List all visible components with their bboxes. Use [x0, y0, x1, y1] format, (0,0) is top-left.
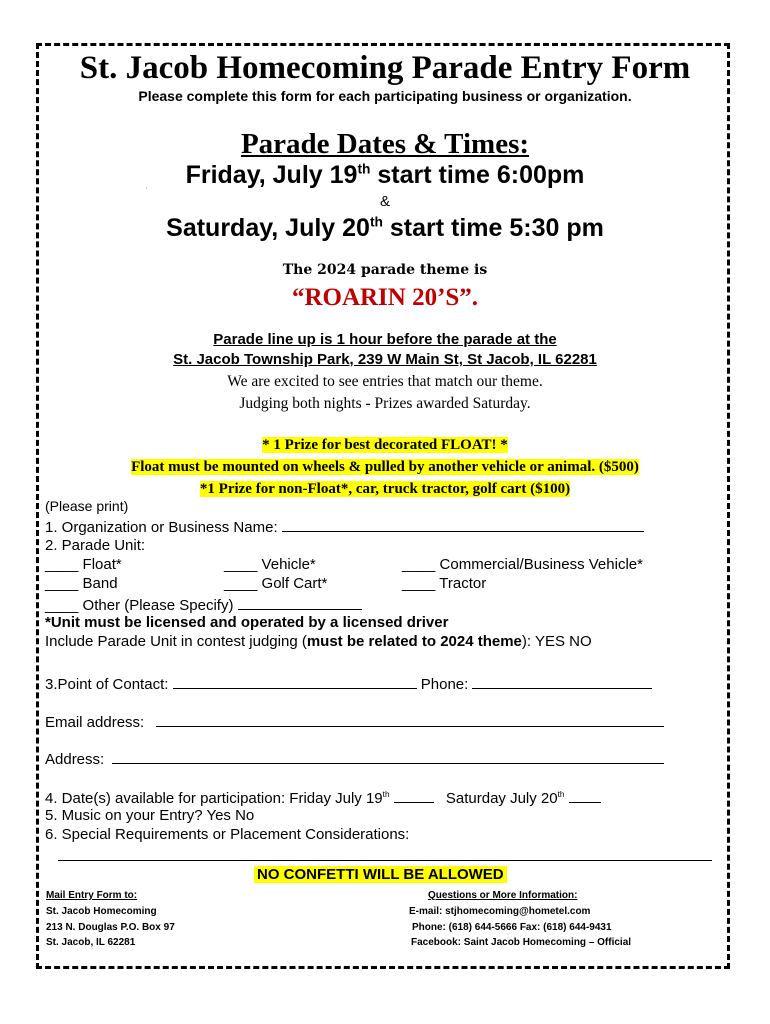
stray-mark: '	[146, 188, 148, 194]
friday-availability-field[interactable]	[394, 788, 434, 803]
questions-title: Questions or More Information:	[428, 890, 578, 901]
unit-vehicle[interactable]: ____ Vehicle*	[224, 556, 316, 573]
saturday-availability-field[interactable]	[569, 788, 601, 803]
prize-nonfloat-line: *1 Prize for non-Float*, car, truck tractor, golf cart ($100)	[199, 481, 571, 497]
email-row	[45, 712, 664, 731]
org-name-label: 1. Organization or Business Name:	[45, 519, 278, 536]
unit-other[interactable]: ____ Other (Please Specify)	[45, 595, 362, 614]
please-print: (Please print)	[45, 498, 129, 514]
judging-text: Judging both nights - Prizes awarded Saturday.	[239, 395, 531, 412]
prize-float-line: * 1 Prize for best decorated FLOAT! *	[262, 437, 508, 453]
licensed-note: *Unit must be licensed and operated by a licensed driver	[45, 614, 449, 631]
parade-dates-heading: Parade Dates & Times:	[240, 128, 530, 160]
contact-facebook[interactable]: Facebook: Saint Jacob Homecoming – Official	[411, 937, 632, 948]
special-requirements-label: 6. Special Requirements or Placement Considerations:	[45, 826, 410, 843]
contest-judging-row[interactable]: Include Parade Unit in contest judging (must be related to 2024 theme): YES NO	[45, 633, 592, 650]
lineup-line-2: St. Jacob Township Park, 239 W Main St, St Jacob, IL 62281	[173, 351, 597, 368]
theme-intro: The 2024 parade theme is	[282, 262, 488, 278]
contact-email[interactable]: E-mail: stjhomecoming@hometel.com	[409, 906, 591, 917]
email-label: Email address:	[45, 714, 145, 731]
other-specify-field[interactable]	[238, 595, 362, 610]
mail-title: Mail Entry Form to:	[46, 890, 138, 901]
address-field[interactable]	[112, 749, 664, 764]
ampersand: &	[379, 193, 390, 210]
special-requirements-line[interactable]	[58, 860, 712, 861]
phone-label: Phone:	[420, 676, 469, 693]
lineup-line-1: Parade line up is 1 hour before the parade at the	[213, 331, 557, 348]
unit-band[interactable]: ____ Band	[45, 575, 118, 592]
unit-golf-cart[interactable]: ____ Golf Cart*	[224, 575, 328, 592]
mail-line-2: 213 N. Douglas P.O. Box 97	[46, 922, 175, 933]
theme-name: “ROARIN 20’S”.	[291, 284, 479, 311]
unit-commercial[interactable]: ____ Commercial/Business Vehicle*	[402, 556, 643, 573]
org-name-row	[45, 517, 644, 536]
parade-unit-label: 2. Parade Unit:	[45, 537, 146, 554]
address-label: Address:	[45, 751, 105, 768]
page-title: St. Jacob Homecoming Parade Entry Form	[79, 50, 691, 86]
unit-float[interactable]: ____ Float*	[45, 556, 122, 573]
unit-tractor[interactable]: ____ Tractor	[402, 575, 487, 592]
friday-date: Friday, July 19th start time 6:00pm	[185, 161, 585, 189]
prize-float-rule: Float must be mounted on wheels & pulled by another vehicle or animal. ($500)	[131, 459, 639, 475]
contact-label: 3.Point of Contact:	[45, 676, 169, 693]
contact-phone-fax: Phone: (618) 644-5666 Fax: (618) 644-9431	[412, 922, 612, 933]
org-name-field[interactable]	[282, 517, 644, 532]
no-confetti-notice: NO CONFETTI WILL BE ALLOWED	[254, 866, 507, 883]
mail-line-1: St. Jacob Homecoming	[46, 906, 157, 917]
dates-available-row: 4. Date(s) available for participation: Friday July 19th Saturday July 20th	[45, 788, 601, 807]
address-row	[45, 749, 664, 768]
contact-row	[45, 674, 652, 693]
email-field[interactable]	[156, 712, 664, 727]
mail-line-3: St. Jacob, IL 62281	[46, 937, 136, 948]
saturday-date: Saturday, July 20th start time 5:30 pm	[166, 214, 604, 242]
excited-text: We are excited to see entries that match our theme.	[227, 373, 543, 390]
phone-field[interactable]	[472, 674, 652, 689]
music-row[interactable]: 5. Music on your Entry? Yes No	[45, 807, 255, 824]
contact-field[interactable]	[173, 674, 417, 689]
page-subtitle: Please complete this form for each participating business or organization.	[138, 88, 632, 104]
